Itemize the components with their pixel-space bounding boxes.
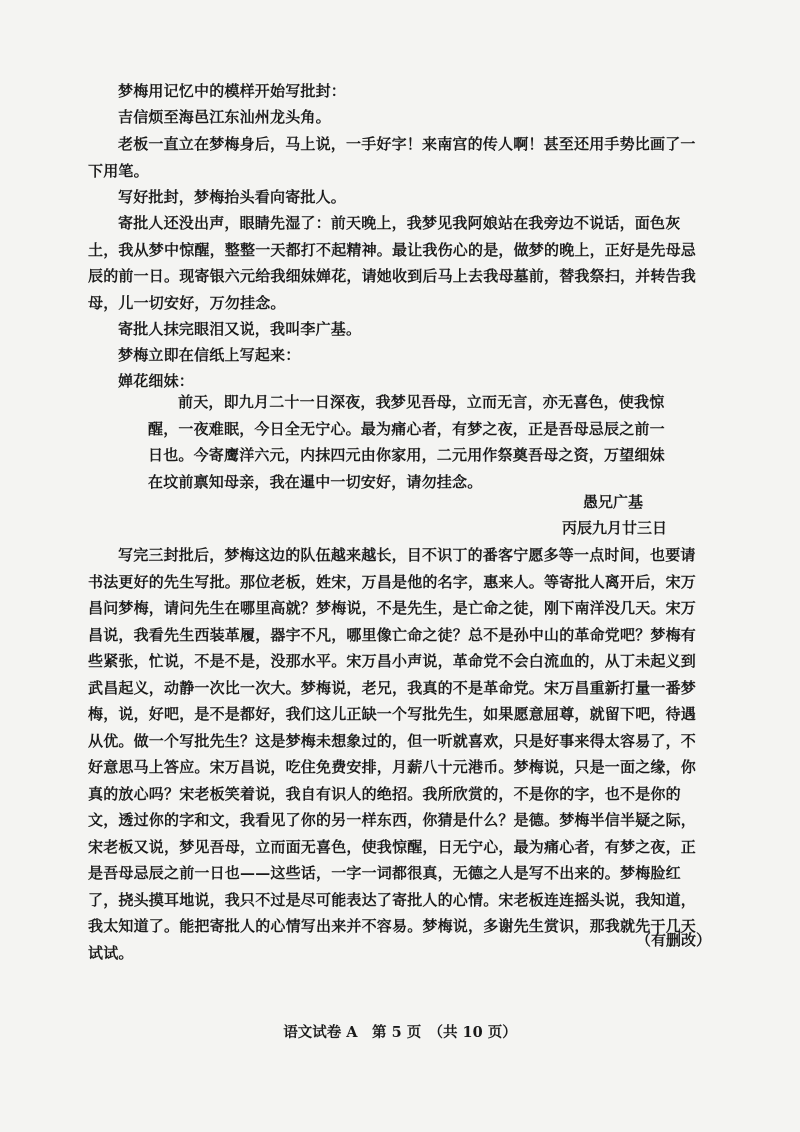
paragraph-boss-praise: 老板一直立在梦梅身后，马上说，一手好字！来南宫的传人啊！甚至还用手势比画了一下用笔。 <box>88 135 696 180</box>
source-note: （有删改） <box>636 931 712 949</box>
letter-date: 丙辰九月廿三日 <box>562 519 668 537</box>
paragraph-boss-offer: 写完三封批后，梦梅这边的队伍越来越长，目不识丁的番客宁愿多等一点时间，也要请书法更好的先生写批。那位老板，姓宋，万昌是他的名字，惠来人。等寄批人离开后，宋万昌问梦梅，请问先生在哪里高就？梦梅说，不是先生，是亡命之徒，刚下南洋没几天。宋万昌说，我看先生西装革履，器宇不凡，哪里像亡命之徒？总不是孙中山的革命党吧？梦梅有些紧张，忙说，不是不是，没那水平。宋万昌小声说，革命党不会白流血的，从丁未起义到武昌起义，动静一次比一次大。梦梅说，老兄，我真的不是革命党。宋万昌重新打量一番梦梅，说，好吧，是不是都好，我们这儿正缺一个写批先生，如果愿意屈尊，就留下吧，待遇从优。做一个写批先生？这是梦梅未想象过的，但一听就喜欢，只是好事来得太容易了，不好意思马上答应。宋万昌说，吃住免费安排，月薪八十元港币。梦梅说，只是一面之缘，你真的放心吗？宋老板笑着说，我自有识人的绝招。我所欣赏的，不是你的字，也不是你的文，透过你的字和文，我看见了你的另一样东西，你猜是什么？是德。梦梅半信半疑之际，宋老板又说，梦见吾母，立而面无喜色，使我惊醒，日无宁心，最为痛心者，有梦之夜，正是吾母忌辰之前一日也——这些话，一字一词都很真，无德之人是写不出来的。梦梅脸红了，挠头摸耳地说，我只不过是尽可能表达了寄批人的心情。宋老板连连摇头说，我知道，我太知道了。能把寄批人的心情写出来并不容易。梦梅说，多谢先生赏识，那我就先干几天试试。 <box>88 546 697 962</box>
paragraph-look-up: 写好批封，梦梅抬头看向寄批人。 <box>118 188 347 206</box>
page-footer: 语文试卷 A 第 5 页 （共 10 页） <box>283 1024 517 1041</box>
letter-body: 前天，即九月二十一日深夜，我梦见吾母，立而无言，亦无喜色，使我惊醒，一夜难眠，今日全无宁心。最为痛心者，有梦之夜，正是吾母忌辰之前一日也。今寄鹰洋六元，内抹四元由你家用，二元用作祭奠吾母之资，万望细妹在坟前禀知母亲，我在暹中一切安好，请勿挂念。 <box>148 393 665 491</box>
paragraph-envelope-address: 吉信烦至海邑江东汕州龙头角。 <box>118 108 331 126</box>
paragraph-sender-name: 寄批人抹完眼泪又说，我叫李广基。 <box>118 320 362 338</box>
paragraph-start-writing: 梦梅立即在信纸上写起来： <box>118 346 301 364</box>
paragraph-envelope-intro: 梦梅用记忆中的模样开始写批封： <box>118 82 347 100</box>
letter-signature: 愚兄广基 <box>583 493 644 511</box>
paragraph-sender-dream: 寄批人还没出声，眼睛先湿了：前天晚上，我梦见我阿娘站在我旁边不说话，面色灰土，我从梦中惊醒，整整一天都打不起精神。最让我伤心的是，做梦的晚上，正好是先母忌辰的前一日。现寄银六元给我细妹婵花，请她收到后马上去我母墓前，替我祭扫，并转告我母，儿一切安好，万勿挂念。 <box>88 214 697 312</box>
letter-salutation: 婵花细妹： <box>118 372 195 390</box>
